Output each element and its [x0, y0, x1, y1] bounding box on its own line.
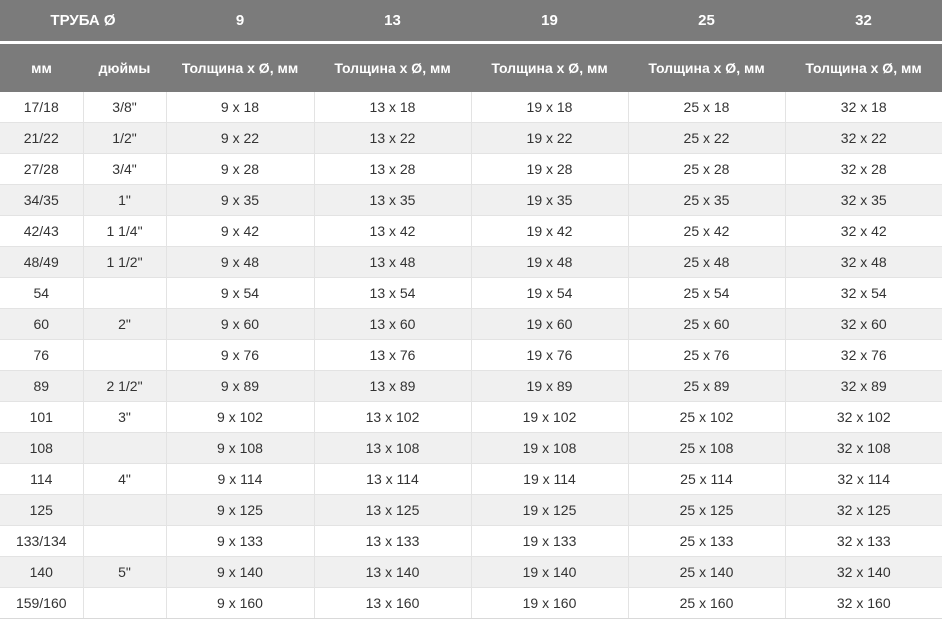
table-row — [0, 309, 942, 340]
cell-mm: 42/43 — [0, 216, 83, 247]
cell-thickness-9: 9 x 76 — [166, 340, 314, 371]
cell-thickness-25: 25 x 48 — [628, 247, 785, 278]
cell-mm: 140 — [0, 557, 83, 588]
cell-thickness-25: 25 x 160 — [628, 588, 785, 619]
cell-thickness-13: 13 x 22 — [314, 123, 471, 154]
cell-mm: 34/35 — [0, 185, 83, 216]
cell-thickness-9: 9 x 60 — [166, 309, 314, 340]
table-row — [0, 464, 942, 495]
cell-inches — [83, 588, 166, 619]
table-body — [0, 92, 942, 619]
cell-thickness-13: 13 x 48 — [314, 247, 471, 278]
cell-thickness-9: 9 x 28 — [166, 154, 314, 185]
cell-mm: 101 — [0, 402, 83, 433]
cell-thickness-19: 19 x 108 — [471, 433, 628, 464]
cell-inches: 1 1/4" — [83, 216, 166, 247]
cell-thickness-25: 25 x 42 — [628, 216, 785, 247]
cell-inches — [83, 278, 166, 309]
cell-mm: 54 — [0, 278, 83, 309]
cell-thickness-13: 13 x 140 — [314, 557, 471, 588]
header-size-9: 9 — [166, 0, 314, 43]
cell-thickness-19: 19 x 60 — [471, 309, 628, 340]
cell-inches — [83, 495, 166, 526]
table-row — [0, 216, 942, 247]
cell-thickness-13: 13 x 60 — [314, 309, 471, 340]
cell-thickness-9: 9 x 22 — [166, 123, 314, 154]
cell-thickness-19: 19 x 102 — [471, 402, 628, 433]
cell-thickness-9: 9 x 42 — [166, 216, 314, 247]
table-row — [0, 278, 942, 309]
cell-mm: 114 — [0, 464, 83, 495]
cell-thickness-19: 19 x 160 — [471, 588, 628, 619]
table-row — [0, 402, 942, 433]
cell-thickness-9: 9 x 89 — [166, 371, 314, 402]
cell-thickness-19: 19 x 22 — [471, 123, 628, 154]
subheader-inches: дюймы — [83, 43, 166, 93]
cell-thickness-19: 19 x 76 — [471, 340, 628, 371]
table-row — [0, 123, 942, 154]
cell-thickness-32: 32 x 160 — [785, 588, 942, 619]
cell-thickness-19: 19 x 133 — [471, 526, 628, 557]
cell-thickness-9: 9 x 18 — [166, 92, 314, 123]
cell-thickness-32: 32 x 35 — [785, 185, 942, 216]
table-row — [0, 185, 942, 216]
cell-thickness-25: 25 x 76 — [628, 340, 785, 371]
cell-thickness-19: 19 x 125 — [471, 495, 628, 526]
cell-thickness-25: 25 x 102 — [628, 402, 785, 433]
table-row — [0, 154, 942, 185]
cell-mm: 48/49 — [0, 247, 83, 278]
cell-mm: 60 — [0, 309, 83, 340]
table-row — [0, 92, 942, 123]
cell-mm: 27/28 — [0, 154, 83, 185]
cell-inches: 2 1/2" — [83, 371, 166, 402]
header-size-19: 19 — [471, 0, 628, 43]
cell-thickness-9: 9 x 160 — [166, 588, 314, 619]
subheader-mm: мм — [0, 43, 83, 93]
cell-thickness-13: 13 x 28 — [314, 154, 471, 185]
cell-thickness-13: 13 x 160 — [314, 588, 471, 619]
cell-thickness-25: 25 x 54 — [628, 278, 785, 309]
cell-thickness-19: 19 x 35 — [471, 185, 628, 216]
cell-thickness-9: 9 x 125 — [166, 495, 314, 526]
cell-thickness-25: 25 x 35 — [628, 185, 785, 216]
subheader-thickness: Толщина х Ø, мм — [314, 43, 471, 93]
cell-thickness-13: 13 x 35 — [314, 185, 471, 216]
cell-thickness-13: 13 x 42 — [314, 216, 471, 247]
cell-thickness-32: 32 x 114 — [785, 464, 942, 495]
cell-thickness-25: 25 x 125 — [628, 495, 785, 526]
cell-thickness-25: 25 x 22 — [628, 123, 785, 154]
cell-thickness-25: 25 x 18 — [628, 92, 785, 123]
cell-thickness-13: 13 x 89 — [314, 371, 471, 402]
cell-thickness-19: 19 x 18 — [471, 92, 628, 123]
header-size-13: 13 — [314, 0, 471, 43]
cell-mm: 159/160 — [0, 588, 83, 619]
cell-mm: 76 — [0, 340, 83, 371]
header-group-row — [0, 0, 942, 43]
header-size-32: 32 — [785, 0, 942, 43]
cell-inches: 2" — [83, 309, 166, 340]
cell-thickness-9: 9 x 133 — [166, 526, 314, 557]
cell-thickness-13: 13 x 18 — [314, 92, 471, 123]
cell-inches: 1/2" — [83, 123, 166, 154]
cell-inches: 1" — [83, 185, 166, 216]
cell-thickness-25: 25 x 133 — [628, 526, 785, 557]
cell-inches: 3/4" — [83, 154, 166, 185]
cell-thickness-25: 25 x 140 — [628, 557, 785, 588]
table-header — [0, 0, 942, 92]
cell-thickness-32: 32 x 125 — [785, 495, 942, 526]
cell-thickness-19: 19 x 140 — [471, 557, 628, 588]
cell-thickness-19: 19 x 54 — [471, 278, 628, 309]
cell-thickness-32: 32 x 28 — [785, 154, 942, 185]
cell-thickness-13: 13 x 125 — [314, 495, 471, 526]
cell-inches — [83, 526, 166, 557]
cell-inches: 1 1/2" — [83, 247, 166, 278]
cell-thickness-32: 32 x 60 — [785, 309, 942, 340]
cell-thickness-9: 9 x 35 — [166, 185, 314, 216]
cell-thickness-25: 25 x 108 — [628, 433, 785, 464]
subheader-thickness: Толщина х Ø, мм — [166, 43, 314, 93]
cell-thickness-9: 9 x 108 — [166, 433, 314, 464]
cell-thickness-32: 32 x 54 — [785, 278, 942, 309]
cell-thickness-32: 32 x 76 — [785, 340, 942, 371]
cell-thickness-13: 13 x 114 — [314, 464, 471, 495]
subheader-thickness: Толщина х Ø, мм — [628, 43, 785, 93]
table-row — [0, 247, 942, 278]
table-row — [0, 557, 942, 588]
cell-thickness-32: 32 x 133 — [785, 526, 942, 557]
subheader-thickness: Толщина х Ø, мм — [471, 43, 628, 93]
cell-thickness-9: 9 x 102 — [166, 402, 314, 433]
cell-thickness-13: 13 x 108 — [314, 433, 471, 464]
cell-thickness-19: 19 x 28 — [471, 154, 628, 185]
cell-mm: 17/18 — [0, 92, 83, 123]
table-row — [0, 526, 942, 557]
table-row — [0, 495, 942, 526]
cell-thickness-13: 13 x 102 — [314, 402, 471, 433]
cell-mm: 133/134 — [0, 526, 83, 557]
cell-thickness-13: 13 x 54 — [314, 278, 471, 309]
cell-inches: 3/8" — [83, 92, 166, 123]
cell-thickness-13: 13 x 76 — [314, 340, 471, 371]
cell-thickness-25: 25 x 28 — [628, 154, 785, 185]
table-row — [0, 433, 942, 464]
cell-thickness-25: 25 x 114 — [628, 464, 785, 495]
cell-thickness-32: 32 x 108 — [785, 433, 942, 464]
cell-inches: 4" — [83, 464, 166, 495]
cell-thickness-9: 9 x 54 — [166, 278, 314, 309]
table-row — [0, 371, 942, 402]
cell-thickness-32: 32 x 140 — [785, 557, 942, 588]
cell-thickness-25: 25 x 89 — [628, 371, 785, 402]
cell-inches: 5" — [83, 557, 166, 588]
header-pipe-diameter: ТРУБА Ø — [0, 0, 166, 43]
cell-thickness-32: 32 x 48 — [785, 247, 942, 278]
cell-inches: 3" — [83, 402, 166, 433]
cell-mm: 21/22 — [0, 123, 83, 154]
cell-mm: 125 — [0, 495, 83, 526]
cell-thickness-19: 19 x 114 — [471, 464, 628, 495]
cell-thickness-32: 32 x 102 — [785, 402, 942, 433]
cell-thickness-13: 13 x 133 — [314, 526, 471, 557]
cell-thickness-32: 32 x 18 — [785, 92, 942, 123]
subheader-thickness: Толщина х Ø, мм — [785, 43, 942, 93]
cell-thickness-19: 19 x 42 — [471, 216, 628, 247]
cell-thickness-9: 9 x 114 — [166, 464, 314, 495]
header-size-25: 25 — [628, 0, 785, 43]
cell-inches — [83, 340, 166, 371]
cell-thickness-25: 25 x 60 — [628, 309, 785, 340]
cell-inches — [83, 433, 166, 464]
cell-thickness-32: 32 x 42 — [785, 216, 942, 247]
cell-mm: 108 — [0, 433, 83, 464]
cell-thickness-32: 32 x 22 — [785, 123, 942, 154]
cell-thickness-19: 19 x 89 — [471, 371, 628, 402]
cell-thickness-9: 9 x 48 — [166, 247, 314, 278]
cell-thickness-19: 19 x 48 — [471, 247, 628, 278]
cell-thickness-9: 9 x 140 — [166, 557, 314, 588]
header-sub-row — [0, 43, 942, 93]
table-row — [0, 340, 942, 371]
cell-mm: 89 — [0, 371, 83, 402]
cell-thickness-32: 32 x 89 — [785, 371, 942, 402]
table-row — [0, 588, 942, 619]
